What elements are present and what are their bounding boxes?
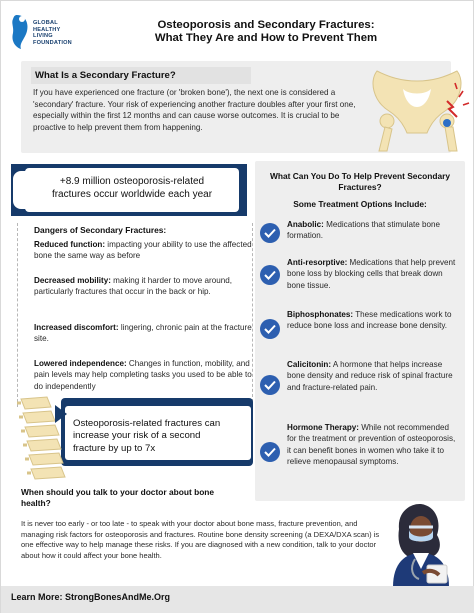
foundation-logo [9, 11, 89, 55]
checkmark-icon [260, 319, 280, 339]
option-label: Anabolic: [287, 220, 324, 229]
treatment-heading: What Can You Do To Help Prevent Secondary Fractures? [269, 171, 451, 193]
danger-text: Changes in function, mobility, and pain levels may help completing tasks you used to be able to do independently [34, 359, 252, 391]
figure-logo-icon [9, 13, 31, 51]
option-text: Medications that help prevent bone loss by blocking cells that break down bone tissue. [287, 258, 456, 290]
checkmark-icon [260, 375, 280, 395]
when-text: It is never too early - or too late - to speak with your doctor about bone mass, fracture prevention, and managing risk factors for osteoporosis and fractures. Routine bone density screening (a DEXA/DXA scan) is one effective way to help manage these risks. If you are diagnosed with a new condition, talk to your doctor about how it could affect your bone health. [21, 519, 380, 560]
danger-item [34, 358, 252, 392]
option-label: Biphosphonates: [287, 310, 354, 319]
danger-label: Increased discomfort: [34, 323, 119, 332]
option-text: A hormone that helps increase bone density and reduce risk of spinal fracture and fracture-related pain. [287, 360, 453, 392]
danger-label: Decreased mobility: [34, 276, 111, 285]
doctor-illustration-icon [379, 499, 467, 587]
checkmark-icon [260, 442, 280, 462]
checkmark-icon [260, 265, 280, 285]
danger-label: Lowered independence: [34, 359, 127, 368]
danger-text: making it harder to move around, particularly fractures that occur in the back or hip. [34, 276, 232, 297]
danger-text: lingering, chronic pain at the fracture site. [34, 323, 252, 344]
dangers-title: Dangers of Secondary Fractures: [34, 225, 167, 235]
treatment-subheading: Some Treatment Options Include: [293, 199, 427, 209]
treatment-option [287, 309, 459, 332]
chevron-right-icon [55, 405, 67, 423]
option-text: While not recommended for the treatment or prevention of osteoporosis, it can benefit bones in women who take it to relieve menopausal symptoms. [287, 423, 456, 467]
danger-item [34, 322, 252, 345]
treatment-option [287, 219, 459, 242]
page-title: Osteoporosis and Secondary Fractures: What They Are and How to Prevent Them [154, 19, 378, 44]
treatment-option [287, 422, 459, 468]
pelvis-hip-pain-icon [363, 61, 471, 153]
option-label: Hormone Therapy: [287, 423, 359, 432]
danger-item [34, 275, 252, 298]
treatment-option [287, 359, 459, 393]
danger-item [34, 239, 252, 262]
stat-callout: +8.9 million osteoporosis-related fractures occur worldwide each year [25, 168, 239, 212]
option-text: Medications that stimulate bone formation. [287, 220, 440, 241]
danger-text: impacting your ability to use the affected bone the same way as before [34, 240, 252, 261]
when-heading: When should you talk to your doctor about bone health? [21, 487, 215, 508]
learn-more-link[interactable]: Learn More: StrongBonesAndMe.Org [11, 592, 171, 602]
secondary-fracture-text: If you have experienced one fracture (or 'broken bone'), the next one is considered a 'secondary' fracture. Your risk of experiencing another fracture doubles after your first one, especially within the first 12 months and can cause worse outcomes. It is crucial to be proactive to help prevent them from happening. [33, 88, 356, 132]
option-label: Anti-resorptive: [287, 258, 348, 267]
secondary-fracture-heading: What Is a Secondary Fracture? [31, 67, 251, 84]
treatment-option [287, 257, 459, 291]
danger-label: Reduced function: [34, 240, 106, 249]
risk-callout: Osteoporosis-related fractures can increase your risk of a second fracture by up to 7x [65, 406, 251, 460]
logo-text: GLOBAL HEALTHY LIVING FOUNDATION [33, 20, 72, 46]
option-label: Calicitonin: [287, 360, 332, 369]
checkmark-icon [260, 223, 280, 243]
option-text: These medications work to reduce bone loss and increase bone density. [287, 310, 452, 331]
